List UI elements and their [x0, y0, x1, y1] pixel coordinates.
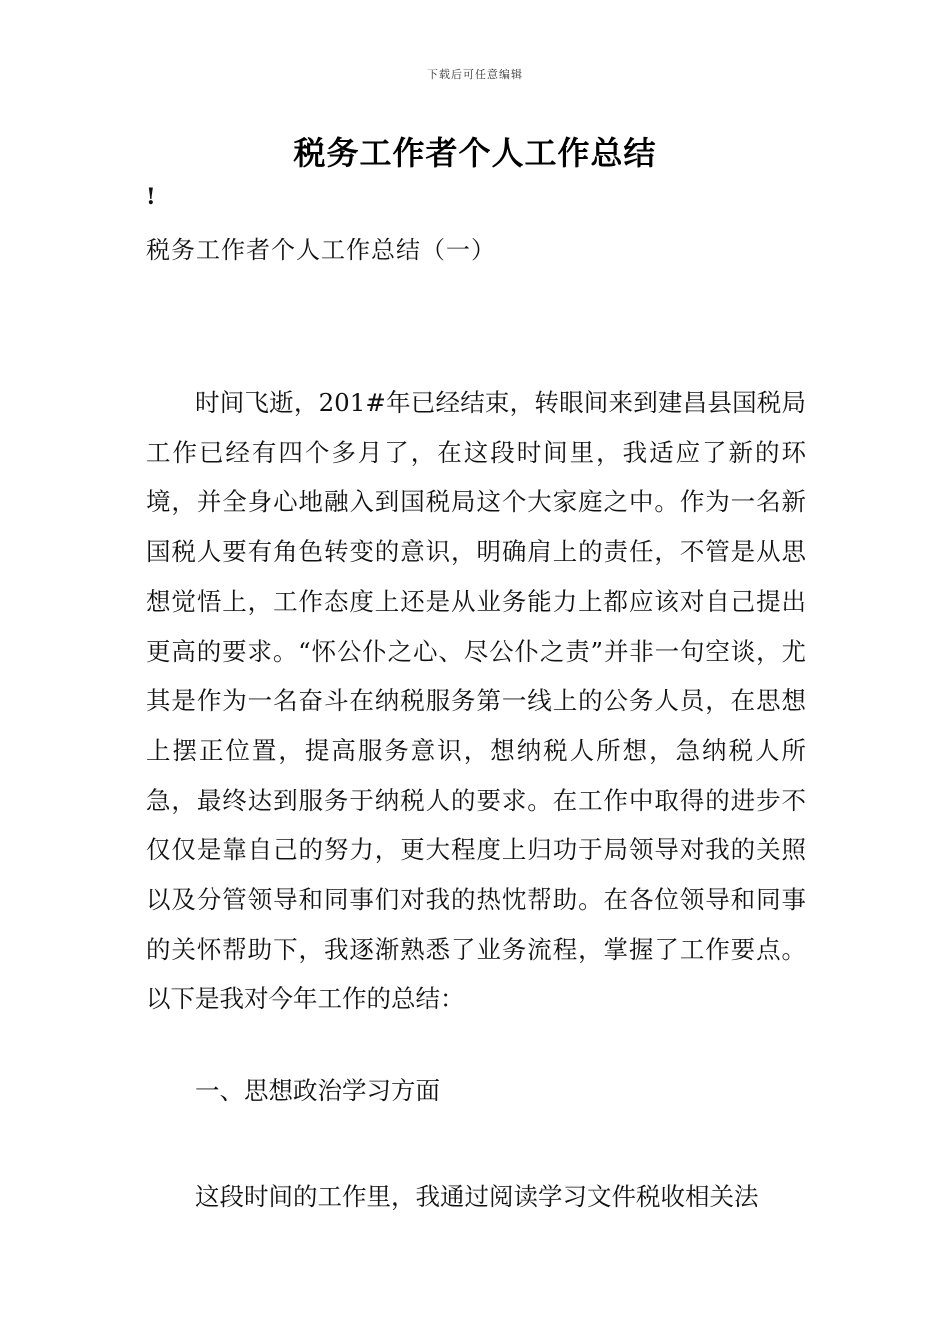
exclamation-mark: !: [146, 184, 156, 210]
header-note: 下载后可任意编辑: [427, 68, 523, 81]
section-heading-1: 一、思想政治学习方面: [195, 1076, 440, 1105]
body-paragraph-2: 这段时间的工作里，我通过阅读学习文件税收相关法: [195, 1182, 759, 1211]
body-paragraph-1: 时间飞逝，201#年已经结束，转眼间来到建昌县国税局工作已经有四个多月了，在这段时间里，我适应了新的环境，并全身心地融入到国税局这个大家庭之中。作为一名新国税人要有角色转变的意识，明确肩上的责任，不管是从思想觉悟上，工作态度上还是从业务能力上都应该对自己提出更高的要求。“怀公仆之心、尽公仆之责”并非一句空谈，尤其是作为一名奋斗在纳税服务第一线上的公务人员，在思想上摆正位置，提高服务意识，想纳税人所想，急纳税人所急，最终达到服务于纳税人的要求。在工作中取得的进步不仅仅是靠自己的努力，更大程度上归功于局领导对我的关照以及分管领导和同事们对我的热忱帮助。在各位领导和同事的关怀帮助下，我逐渐熟悉了业务流程，掌握了工作要点。以下是我对今年工作的总结：: [146, 388, 806, 1014]
page-title: 税务工作者个人工作总结: [293, 134, 657, 172]
document-subtitle: 税务工作者个人工作总结（一）: [146, 236, 496, 264]
